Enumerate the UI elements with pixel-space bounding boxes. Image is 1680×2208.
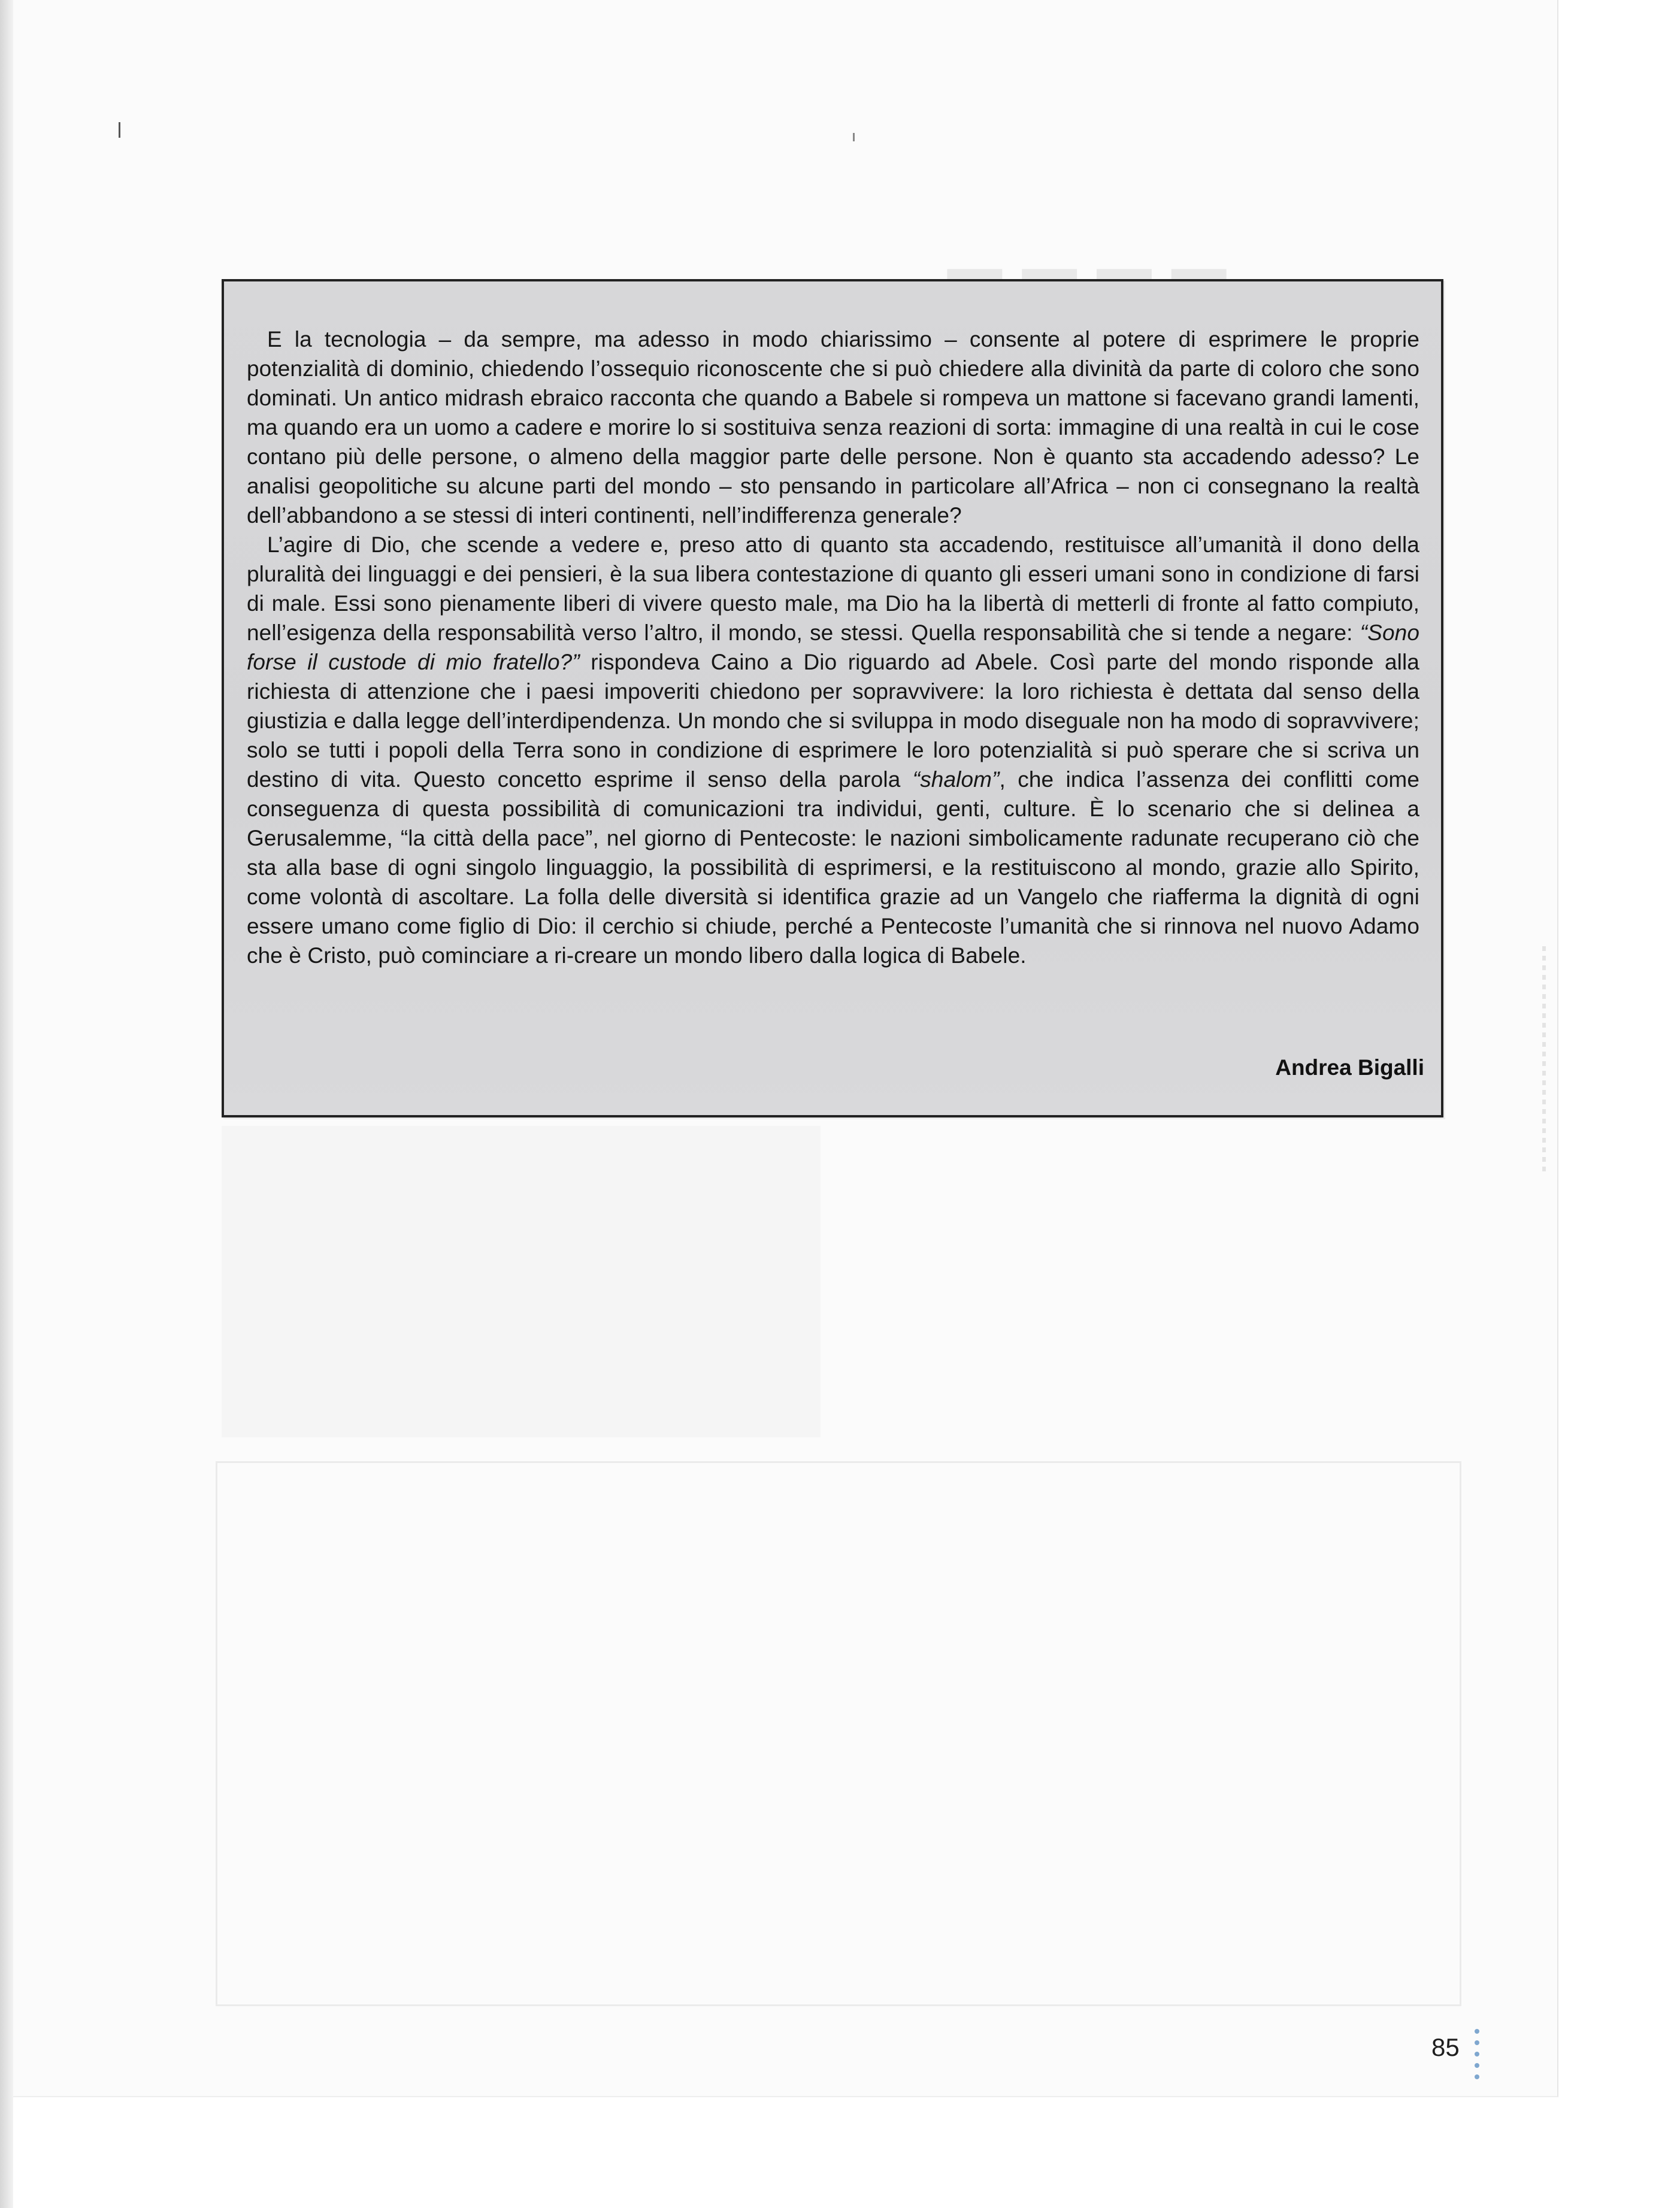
crop-mark bbox=[853, 133, 855, 141]
page-gutter bbox=[0, 0, 13, 2208]
paragraph-1 bbox=[247, 325, 1419, 530]
shalom-term: “shalom” bbox=[912, 767, 1000, 792]
article-text-box bbox=[222, 279, 1443, 1117]
article-body bbox=[247, 325, 1419, 970]
paragraph-2-text-start: L’agire di Dio, che scende a vedere e, preso atto di quanto sta accadendo, restituisce all’umanità il dono della pluralità dei linguaggi e dei pensieri, è la sua libera contestazione di quanto gli esseri umani sono in condizione di farsi di male. Essi sono pienamente liberi di vivere questo male, ma Dio ha la libertà di metterli di fronte al fatto compiuto, nell’esigenza della responsabilità verso l’altro, il mondo, se stessi. Quella responsabilità che si tende a negare: bbox=[247, 532, 1419, 645]
paragraph-2-text-end: , che indica l’assenza dei conflitti come conseguenza di questa possibilità di comunicazioni tra individui, genti, culture. È lo scenario che si delinea a Gerusalemme, “la città della pace”, nel giorno di Pentecoste: le nazioni simbolicamente radunate recuperano ciò che sta alla base di ogni singolo linguaggio, la possibilità di esprimersi, e la restituiscono al mondo, grazie allo Spirito, come volontà di ascoltare. La folla delle diversità si identifica grazie ad un Vangelo che riafferma la dignità di ogni essere umano come figlio di Dio: il cerchio si chiude, perché a Pentecoste l’umanità che si rinnova nel nuovo Adamo che è Cristo, può cominciare a ri-creare un mondo libero dalla logica di Babele. bbox=[247, 767, 1419, 968]
paragraph-2-text-middle: rispondeva Caino a Dio riguardo ad Abele. Così parte del mondo risponde alla richiesta di attenzione che i paesi impoveriti chiedono per sopravvivere: la loro richiesta è dettata dal senso della giustizia e dalla legge dell’interdipendenza. Un mondo che si sviluppa in modo diseguale non ha modo di sopravvivere; solo se tutti i popoli della Terra sono in condizione di esprimere le loro potenzialità si può sperare che si scriva un destino di vita. Questo concetto esprime il senso della parola bbox=[247, 650, 1419, 792]
bleed-through-caption bbox=[222, 1126, 821, 1437]
crop-mark bbox=[119, 122, 120, 138]
bleed-through-box bbox=[216, 1461, 1461, 2006]
page-number: 85 bbox=[1431, 2033, 1460, 2061]
author-signature: Andrea Bigalli bbox=[1275, 1055, 1424, 1080]
caino-quote: “Sono forse il custode di mio fratello?” bbox=[247, 620, 1419, 674]
paragraph-2 bbox=[247, 530, 1419, 970]
scan-artifact bbox=[1542, 946, 1546, 1174]
page-number-dots-icon bbox=[1475, 2029, 1482, 2086]
paragraph-1-text: E la tecnologia – da sempre, ma adesso in modo chiarissimo – consente al potere di esprimere le proprie potenzialità di dominio, chiedendo l’ossequio riconoscente che si può chiedere alla divinità da parte di coloro che sono dominati. Un antico midrash ebraico racconta che quando a Babele si rompeva un mattone si facevano grandi lamenti, ma quando era un uomo a cadere e morire lo si sostituiva senza reazioni di sorta: immagine di una realtà in cui le cose contano più delle persone, o almeno della maggior parte delle persone. Non è quanto sta accadendo adesso? Le analisi geopolitiche su alcune parti del mondo – sto pensando in particolare all’Africa – non ci consegnano la realtà dell’abbandono a se stessi di interi continenti, nell’indifferenza generale? bbox=[247, 327, 1419, 528]
